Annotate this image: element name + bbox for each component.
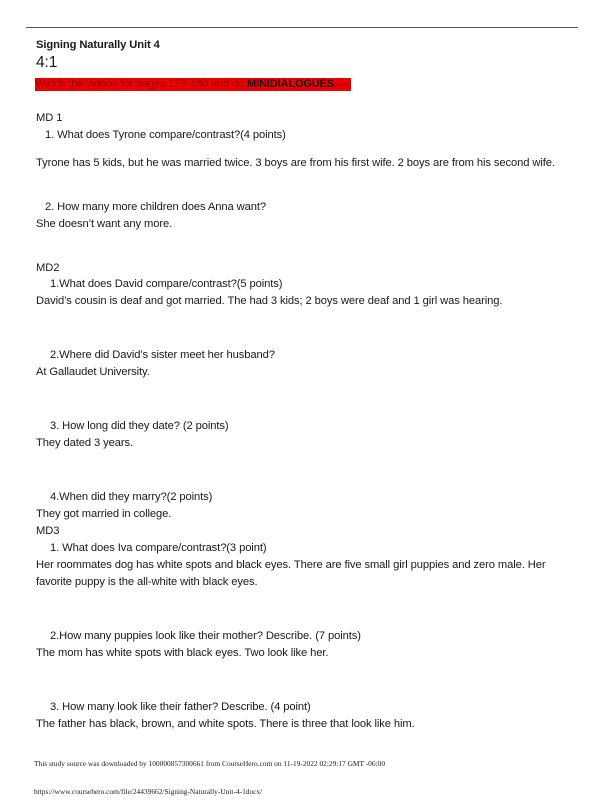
document-title: Signing Naturally Unit 4 [36, 39, 160, 51]
section-number: 4:1 [36, 54, 58, 71]
instruction-text: Watch the videos for pages 178-180 and do [35, 78, 248, 90]
md1-heading: MD 1 [36, 112, 63, 124]
md3-answer-1-line-1: Her roommates dog has white spots and black eyes. There are five small girl puppies and zero male. Her [36, 559, 546, 571]
md1-question-2: 2. How many more children does Anna want? [45, 201, 267, 213]
md2-question-2: 2.Where did David’s sister meet her husband? [50, 349, 275, 361]
instruction-bold: MINIDIALOGUES [247, 78, 335, 90]
md3-heading: MD3 [36, 525, 60, 537]
md3-answer-2: The mom has white spots with black eyes. Two look like her. [36, 647, 329, 659]
md2-question-1: 1.What does David compare/contrast?(5 points) [50, 278, 283, 290]
md2-answer-2: At Gallaudet University. [36, 366, 150, 378]
source-url[interactable]: https://www.coursehero.com/file/24439662/Signing-Naturally-Unit-4-1docx/ [34, 787, 263, 796]
instruction-page-ref: PG179 [334, 83, 352, 89]
md2-heading: MD2 [36, 262, 60, 274]
md1-answer-1: Tyrone has 5 kids, but he was married twice. 3 boys are from his first wife. 2 boys are from his second wife. [36, 157, 555, 169]
md2-answer-3: They dated 3 years. [36, 437, 133, 449]
header-rule [26, 27, 578, 28]
md2-answer-1: David’s cousin is deaf and got married. The had 3 kids; 2 boys were deaf and 1 girl was hearing. [36, 295, 503, 307]
md3-question-1: 1. What does Iva compare/contrast?(3 point) [50, 542, 267, 554]
md3-answer-3: The father has black, brown, and white spots. There is three that look like him. [36, 718, 415, 730]
md3-answer-1-line-2: favorite puppy is the all-white with black eyes. [36, 576, 258, 588]
md2-answer-4: They got married in college. [36, 508, 172, 520]
md3-question-2: 2.How many puppies look like their mother? Describe. (7 points) [50, 630, 361, 642]
md2-question-4: 4.When did they marry?(2 points) [50, 491, 213, 503]
md1-answer-2: She doesn’t want any more. [36, 218, 173, 230]
md1-question-1: 1. What does Tyrone compare/contrast?(4 points) [45, 129, 286, 141]
md3-question-3: 3. How many look like their father? Describe. (4 point) [50, 701, 311, 713]
md2-question-3: 3. How long did they date? (2 points) [50, 420, 229, 432]
download-notice: This study source was downloaded by 100000857300661 from CourseHero.com on 11-19-2022 02:29:17 GMT -06:00 [34, 759, 386, 768]
instruction-highlight [35, 78, 351, 91]
